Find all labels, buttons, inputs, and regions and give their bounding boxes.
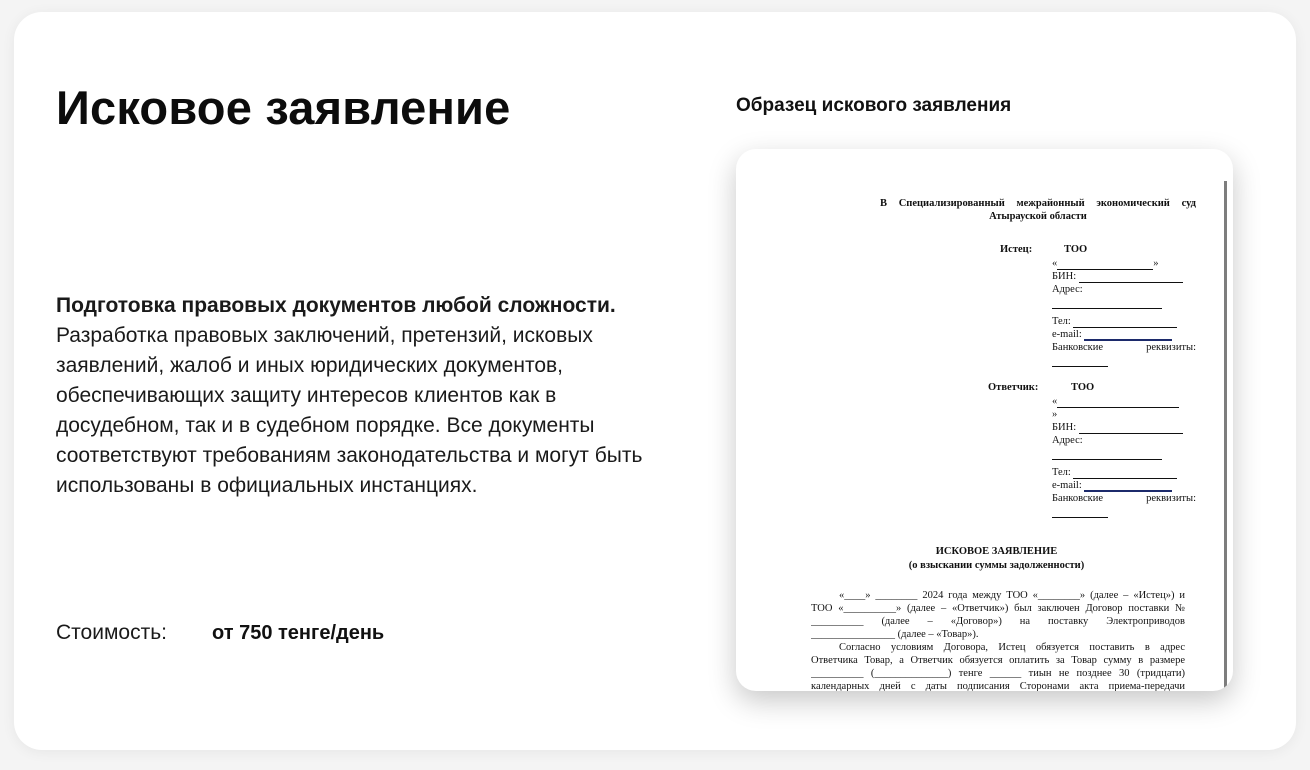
document-heading: ИСКОВОЕ ЗАЯВЛЕНИЕ xyxy=(935,546,1058,557)
price-row xyxy=(56,621,384,645)
price-value: от 750 тенге/день xyxy=(212,622,385,644)
sample-document xyxy=(736,149,1233,691)
description-text: Разработка правовых заключений, претензий, исковых заявлений, жалоб и иных юридических документов, обеспечивающих защиту интересов клиентов как в досудебном, так и в судебном порядке. Все документы соответствуют требованиям законодательства и могут быть использованы в официальных инстанциях. xyxy=(56,324,643,497)
document-scrollbar[interactable] xyxy=(1224,181,1227,691)
price-label: Стоимость: xyxy=(56,621,167,644)
service-description xyxy=(56,291,676,501)
defendant-name: ТОО xyxy=(1071,382,1095,393)
document-subheading: (о взыскании суммы задолженности) xyxy=(908,560,1085,571)
plaintiff-name: ТОО xyxy=(1064,244,1088,255)
court-addressee: В Специализированный межрайонный экономический суд Атырауской области xyxy=(880,198,1196,222)
description-bold: Подготовка правовых документов любой сложности. xyxy=(56,294,616,317)
page-title: Исковое заявление xyxy=(56,81,511,134)
sample-document-image[interactable] xyxy=(736,149,1233,691)
defendant-label: Ответчик: xyxy=(988,382,1039,393)
defendant-fields: « » БИН: Адрес: Тел: e-mail: Банковские реквизиты: xyxy=(1052,395,1200,518)
plaintiff-label: Истец: xyxy=(1000,244,1033,255)
document-body: «____» ________ 2024 года между ТОО «________» (далее – «Истец») и ТОО «__________» (далее – «Ответчик») был заключен Договор поставки № __________ (далее – «Договор») на поставку Электроприводов ________________ (далее – «Товар»). Согласно условиям Договора, Истец обязуется поставить в адрес Ответчика Товар, а Ответчик обязуется оплатить за Товар сумму в размере __________ (______________) тенге ______ тиын не позднее 30 (тридцати) календарных дней с даты подписания Сторонами акта приема-передачи xyxy=(811,590,1185,691)
sample-title: Образец искового заявления xyxy=(736,95,1012,116)
plaintiff-fields: « » БИН: Адрес: Тел: e-mail: Банковские реквизиты: xyxy=(1052,257,1200,367)
